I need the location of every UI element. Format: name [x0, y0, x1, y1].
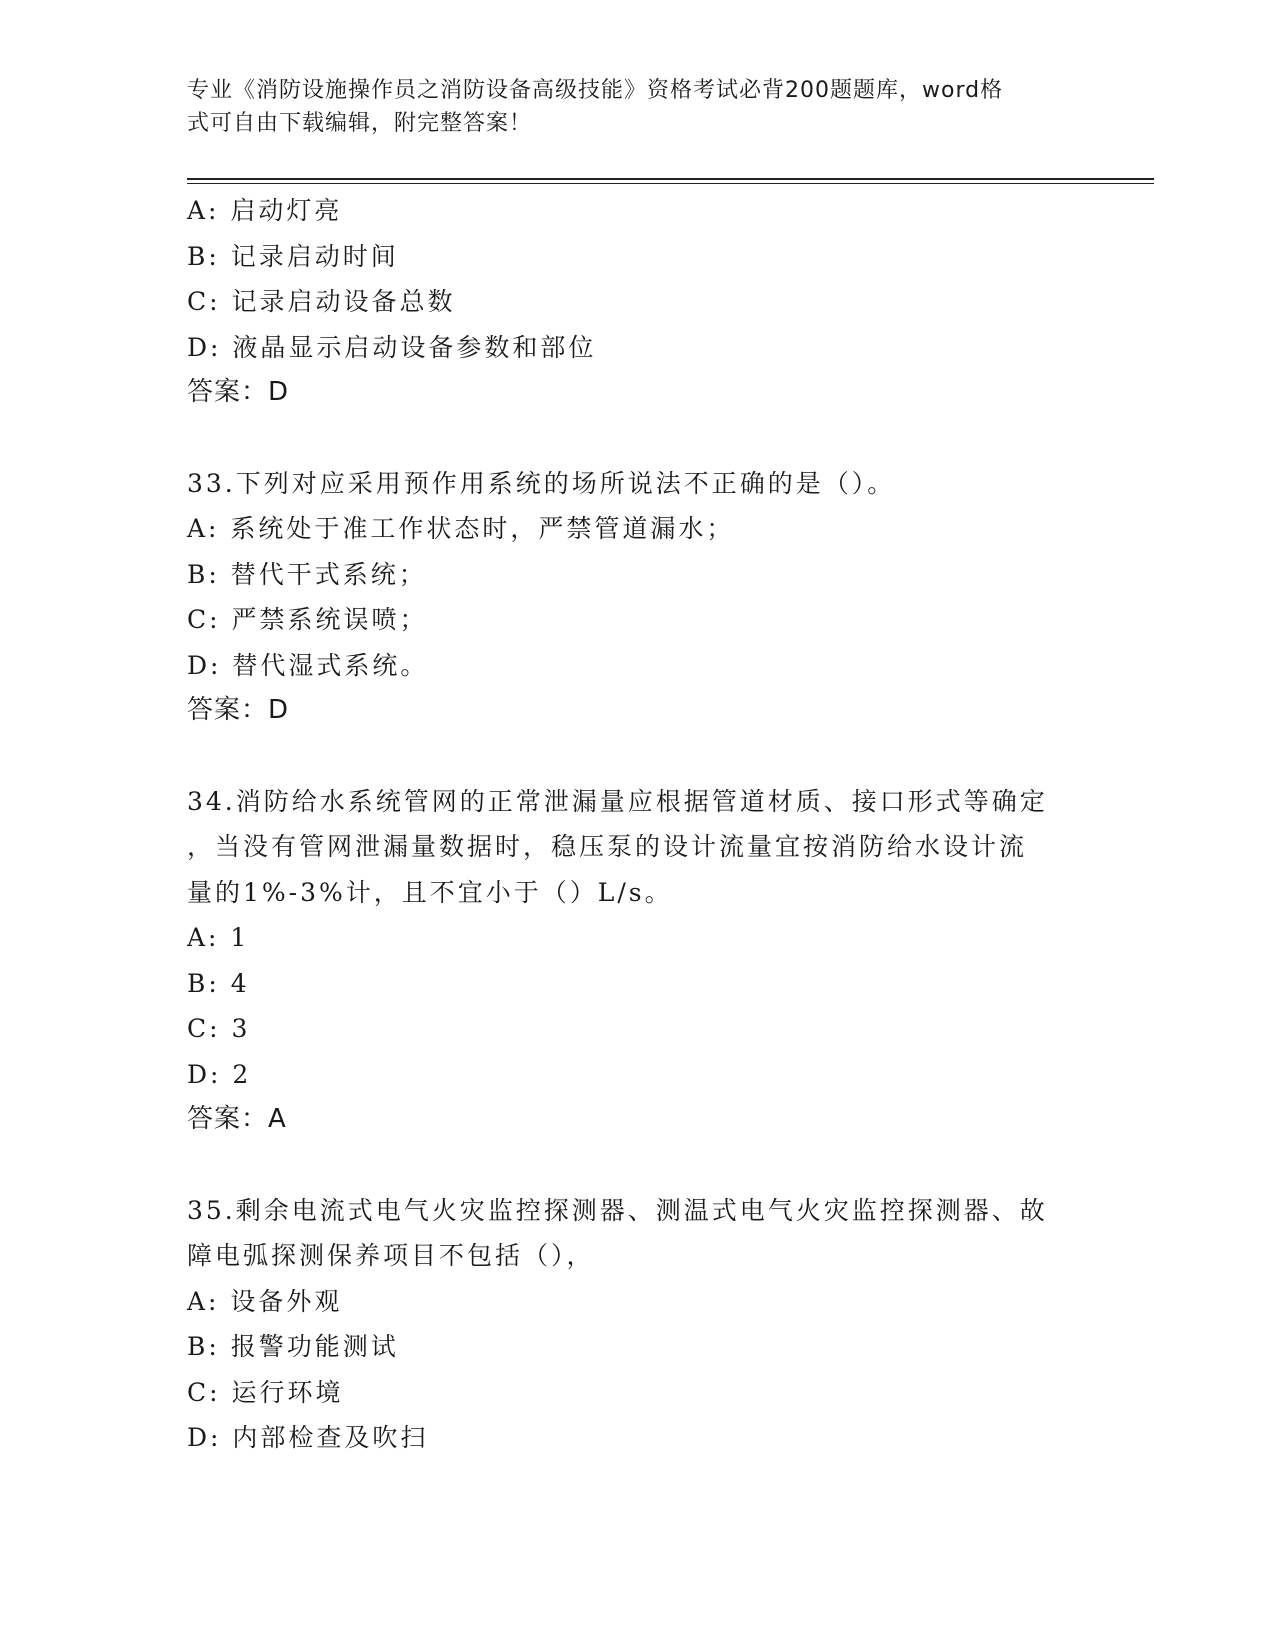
header-divider [187, 178, 1154, 184]
option-c: C: 记录启动设备总数 [187, 287, 456, 316]
header-line-2: 式可自由下载编辑，附完整答案！ [187, 111, 533, 136]
option-b: B: 替代干式系统； [187, 559, 427, 589]
option-b: B: 报警功能测试 [187, 1332, 399, 1361]
option-d: D: 内部检查及吹扫 [187, 1423, 429, 1452]
answer: 答案：D [187, 377, 290, 407]
option-d: D: 液晶显示启动设备参数和部位 [187, 332, 597, 362]
option-b: B: 记录启动时间 [187, 241, 399, 271]
option-c: C: 运行环境 [187, 1377, 344, 1407]
answer: 答案：D [187, 695, 290, 725]
document-header [187, 74, 1067, 140]
spacer [187, 416, 1087, 461]
option-a: A: 设备外观 [187, 1286, 343, 1316]
answer: 答案：A [187, 1104, 287, 1134]
option-d: D: 替代湿式系统。 [187, 650, 429, 680]
header-line-1: 专业《消防设施操作员之消防设备高级技能》资格考试必背200题题库，word格 [187, 78, 1004, 103]
question-line: 量的1%-3%计，且不宜小于（）L/s。 [187, 877, 673, 907]
option-a: A: 启动灯亮 [187, 196, 343, 225]
question-line: 35.剩余电流式电气火灾监控探测器、测温式电气火灾监控探测器、故 [187, 1195, 1048, 1225]
question-34 [187, 779, 1087, 1143]
question-text [187, 779, 1087, 916]
spacer [187, 1143, 1087, 1188]
question-line: ，当没有管网泄漏量数据时，稳压泵的设计流量宜按消防给水设计流 [187, 832, 1028, 861]
question-35 [187, 1188, 1087, 1461]
question-list [187, 188, 1087, 1461]
question-line: 障电弧探测保养项目不包括（）， [187, 1241, 595, 1270]
question-line: 34.消防给水系统管网的正常泄漏量应根据管道材质、接口形式等确定 [187, 786, 1048, 816]
option-c: C: 严禁系统误喷； [187, 605, 428, 634]
question-text [187, 1188, 1087, 1279]
option-a: A: 1 [187, 923, 250, 952]
question-text: 33.下列对应采用预作用系统的场所说法不正确的是（）。 [187, 468, 896, 498]
question-32 [187, 188, 1087, 416]
option-b: B: 4 [187, 968, 250, 998]
option-d: D: 2 [187, 1059, 252, 1089]
question-33 [187, 461, 1087, 734]
option-a: A: 系统处于准工作状态时，严禁管道漏水； [187, 514, 735, 543]
option-c: C: 3 [187, 1014, 251, 1043]
spacer [187, 734, 1087, 779]
